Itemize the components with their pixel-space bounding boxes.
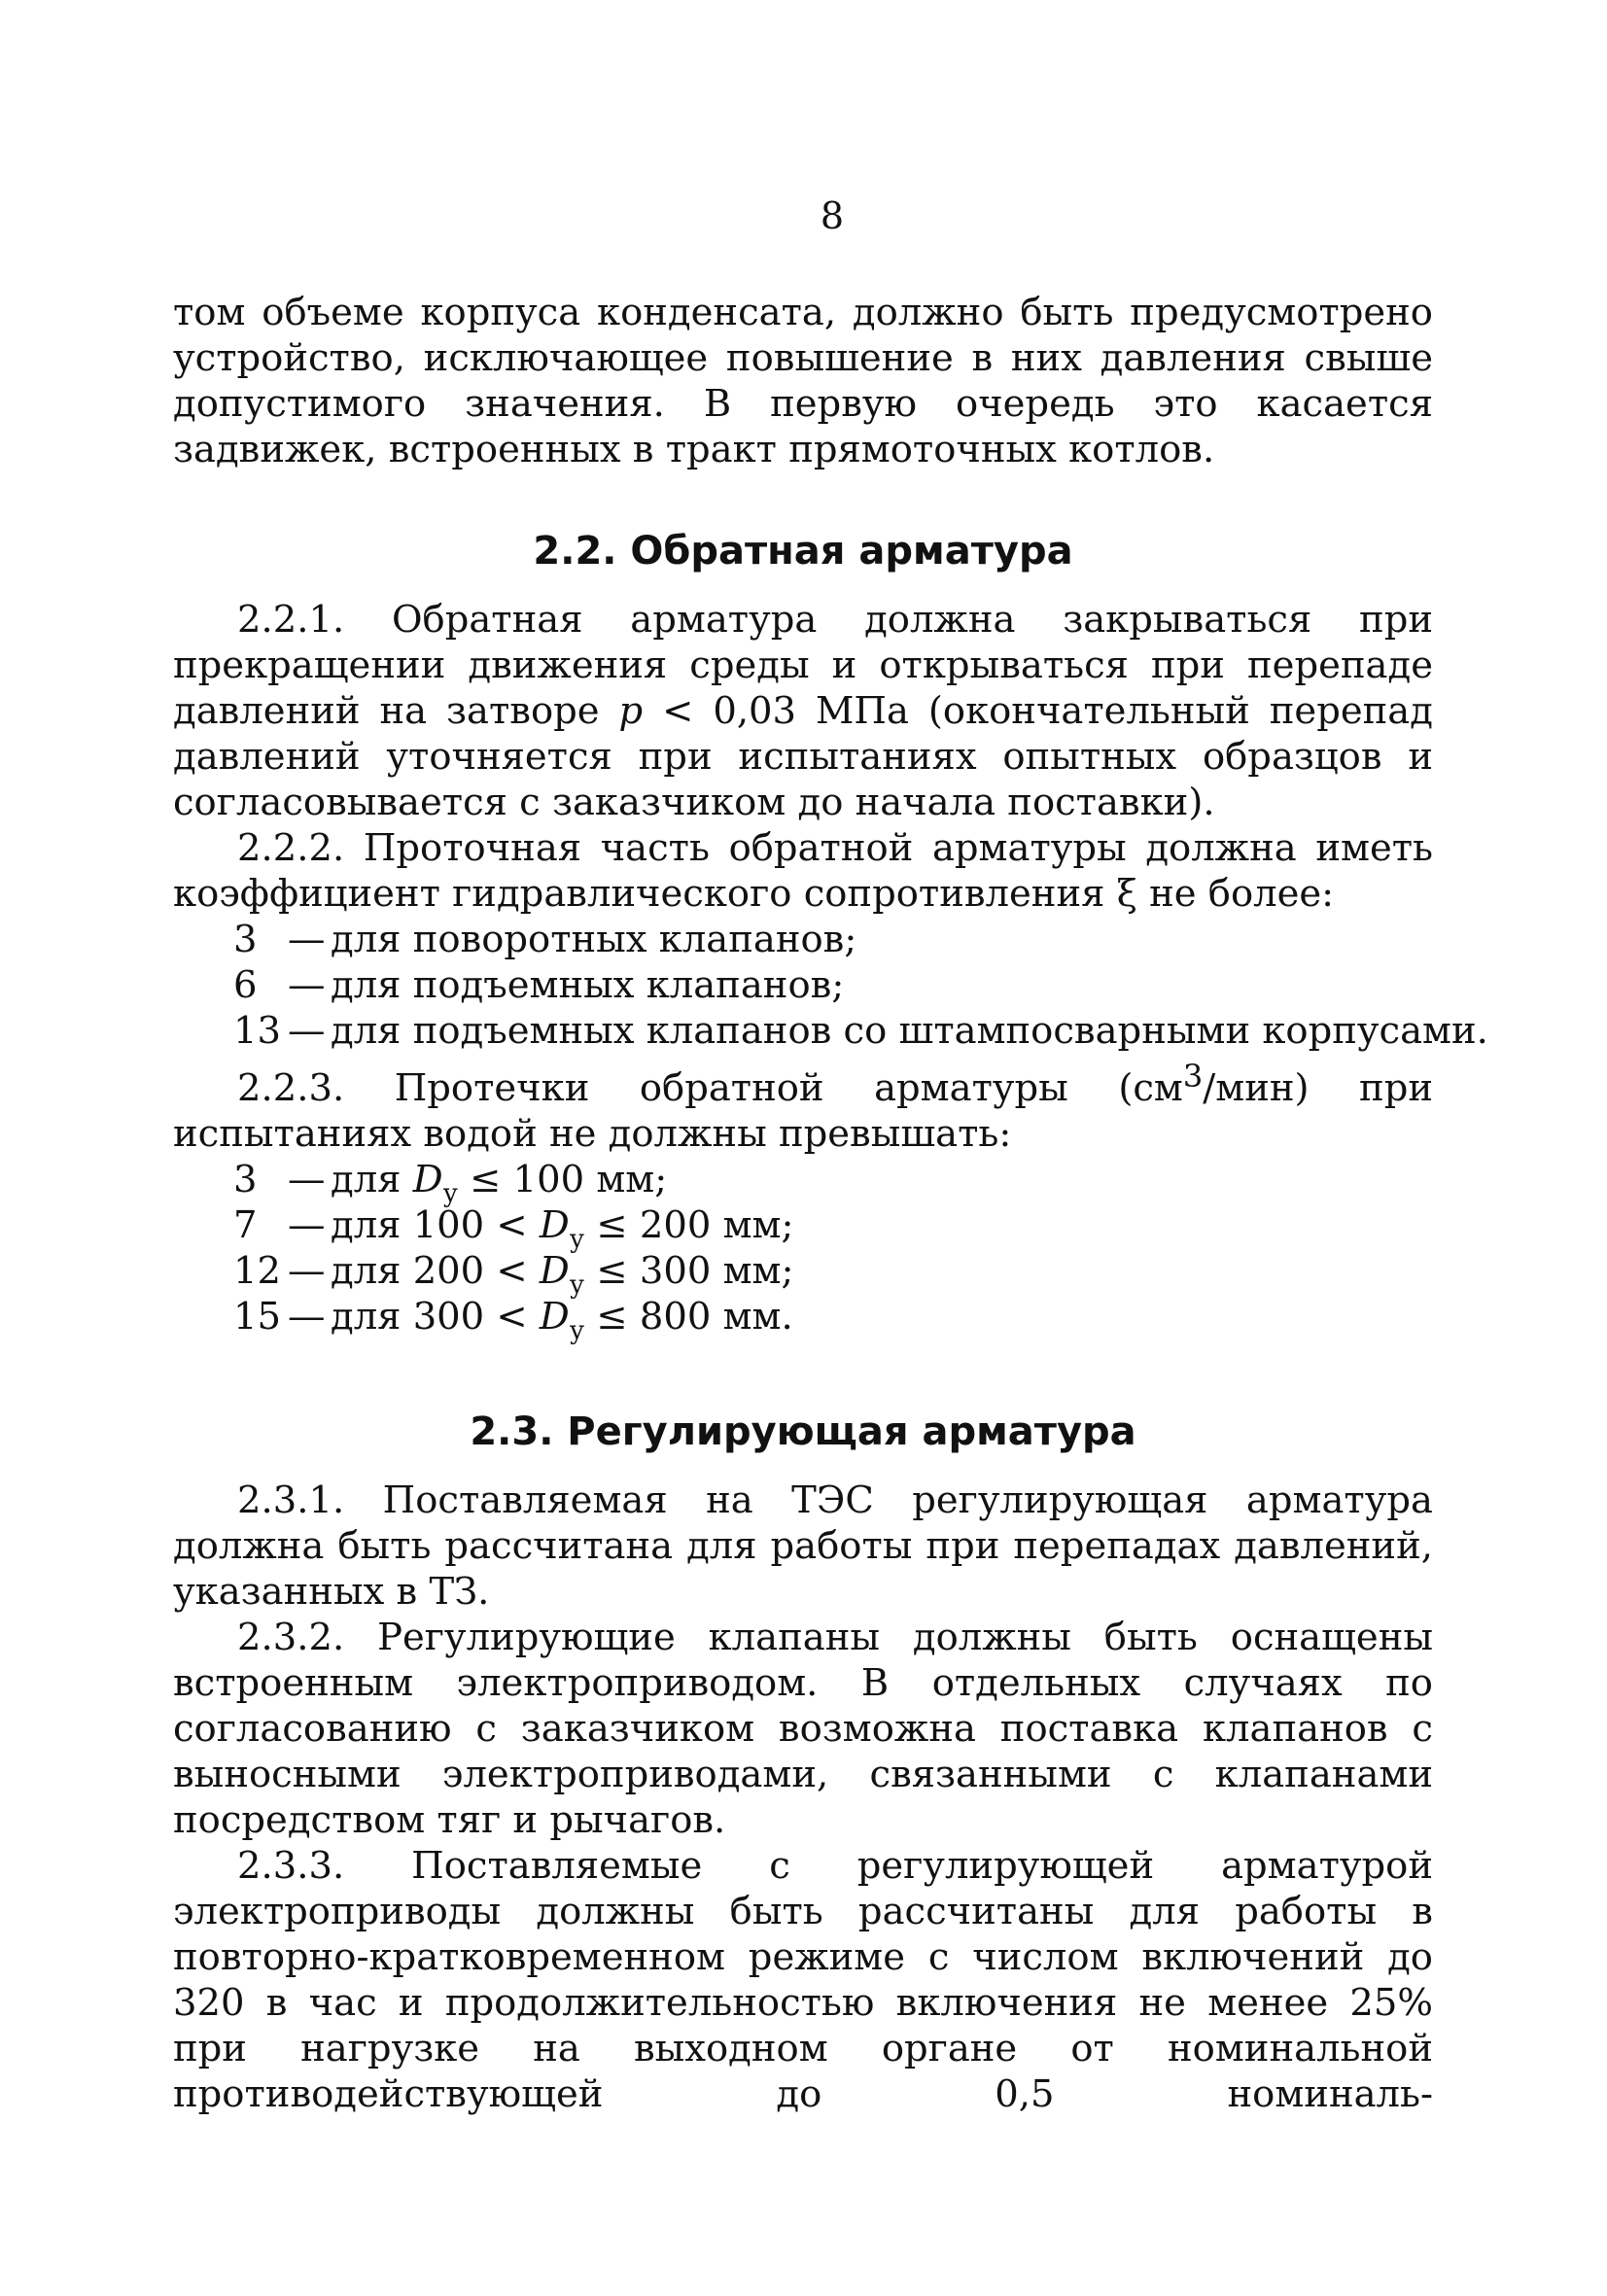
paragraph-2-3-1: 2.3.1. Поставляемая на ТЭС регулирующая арматура должна быть рассчитана для работы при перепадах давлений, указанных в ТЗ. — [173, 1478, 1433, 1614]
section-heading-2-3: 2.3. Регулирующая арматура — [470, 1409, 1136, 1454]
paragraph-2-2-3-prefix: 2.2.3. Протечки обратной арматуры (см — [237, 1065, 1183, 1110]
paragraph-2-3-3: 2.3.3. Поставляемые с регулирующей арматурой электроприводы должны быть рассчитаны для работы в повторно-кратковременном режиме с числом включений до 320 в час и продолжительностью включения не менее 25% при нагрузке на выходном органе от номинальной противодействующей до 0,5 номиналь- — [173, 1843, 1433, 2116]
list-item: 12 — для $200 < D_у \le 300$ мм; — [233, 1248, 794, 1300]
list-item: 6 — для подъемных клапанов; — [233, 963, 845, 1007]
unit-exponent: 3 — [1182, 1058, 1204, 1095]
section-heading-2-2: 2.2. Обратная арматура — [533, 529, 1073, 574]
page-number: 8 — [820, 194, 845, 237]
resistance-list — [173, 917, 1488, 1054]
list-item: 15 — для $300 < D_у \le 800$ мм. — [233, 1294, 793, 1345]
paragraph-2-2-3 — [173, 1054, 1433, 1157]
list-item: 3 — для поворотных клапанов; — [233, 918, 857, 961]
paragraph-2-2-1 — [173, 597, 1433, 825]
paragraph-2-2-2: 2.2.2. Проточная часть обратной арматуры должна иметь коэффициент гидравлического сопротивления ξ не более: — [173, 826, 1433, 916]
paragraph-2-2-3-suffix: /мин) при испытаниях водой не должны превышать: — [173, 1065, 1433, 1156]
paragraph-2-2-1-prefix: 2.2.1. Обратная арматура должна закрываться при прекращении движения среды и открываться при перепаде давлений на затворе — [173, 598, 1433, 733]
intro-paragraph: том объеме корпуса конденсата, должно быть предусмотрено устройство, исключающее повышение в них давления свыше допустимого значения. В первую очередь это касается задвижек, встроенных в тракт прямоточных котлов. — [173, 291, 1433, 471]
paragraph-2-2-1-suffix: < 0,03 МПа (окончательный перепад давлений уточняется при испытаниях опытных образцов и согласовывается с заказчиком до начала поставки). — [173, 689, 1433, 824]
leakage-list — [173, 1157, 1433, 1345]
paragraph-2-3-2: 2.3.2. Регулирующие клапаны должны быть оснащены встроенным электроприводом. В отдельных случаях по согласованию с заказчиком возможна поставка клапанов с выносными электроприводами, связанными с клапанами посредством тяг и рычагов. — [173, 1615, 1433, 1842]
list-item: 7 — для $100 < D_у \le 200$ мм; — [233, 1202, 794, 1254]
document-page — [173, 194, 1488, 2117]
pressure-variable: p — [618, 689, 644, 733]
list-item: 13 — для подъемных клапанов со штампосварными корпусами. — [233, 1009, 1488, 1053]
list-item: 3 — для $D_у \le 100$ мм; — [233, 1157, 668, 1208]
